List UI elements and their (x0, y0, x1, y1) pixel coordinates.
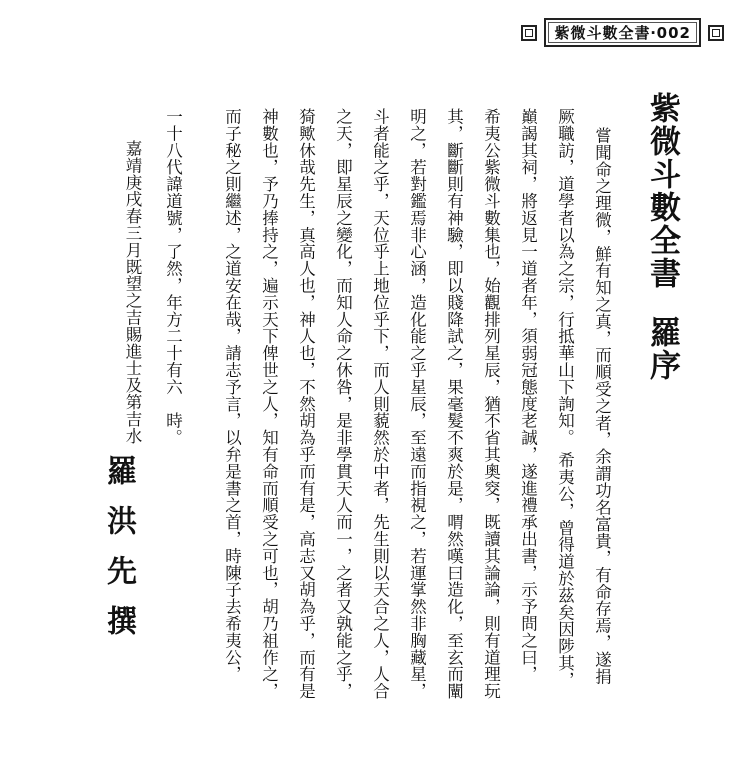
title-sub: 羅序 (644, 316, 680, 382)
body-line-9: 猗歟休哉先生，真高人也，神人也，不然胡為乎而有是，高志又胡為乎，而有是 (296, 108, 316, 700)
body-line-7: 斗者能之乎，天位乎上地位乎下，而人則藐然於中者，先生則以天合之人，人合 (370, 108, 390, 700)
body-line-2: 厥職訪，道學者以為之宗，行抵華山下詢知。 希夷公，曾得道於茲矣因陟其， (555, 108, 575, 689)
document-title (640, 92, 685, 382)
body-line-8: 之天，即星辰之變化，而知人命之休咎，是非學貫天人而一，之者又孰能之乎， (333, 108, 353, 700)
date-line: 嘉靖庚戌春三月既望之吉賜進士及第吉水 (123, 140, 142, 445)
author-signature: 羅洪先撰 (101, 455, 136, 655)
lineage-line: 一十八代諱道號，了然，年方二十有六 時。 (163, 108, 183, 446)
body-line-4: 希夷公紫微斗數集也，始觀排列星辰，猶不省其奧窔，既讀其論論，則有道理玩 (481, 108, 501, 700)
body-line-11: 而子秘之則繼述，之道安在哉，請志予言，以弁是書之首，時陳子去希夷公， (222, 108, 242, 683)
ornament-right-icon (705, 22, 727, 44)
page-header (518, 18, 727, 47)
body-line-1: 嘗聞命之理微，鮮有知之真，而順受之者，余謂功名富貴，有命存焉，遂捐 (592, 127, 612, 685)
body-line-10: 神數也，予乃捧持之，遍示天下俾世之人，知有命而順受之可也，胡乃祖作之， (259, 108, 279, 700)
title-main: 紫微斗數全書 (644, 92, 680, 290)
page-header-label: 紫微斗數全書‧002 (544, 18, 701, 47)
ornament-left-icon (518, 22, 540, 44)
body-line-5: 其，斷斷則有神驗，即以賤降試之，果毫髮不爽於是，喟然嘆曰造化，至玄而闡 (444, 108, 464, 700)
body-line-3: 巔謁其祠，將返見一道者年，須弱冠態度老誠，遂進禮承出書，示予問之曰， (518, 108, 538, 683)
body-line-6: 明之，若對鑑焉非心涵，造化能之乎星辰，至遠而指視之，若運掌然非胸藏星， (407, 108, 427, 700)
